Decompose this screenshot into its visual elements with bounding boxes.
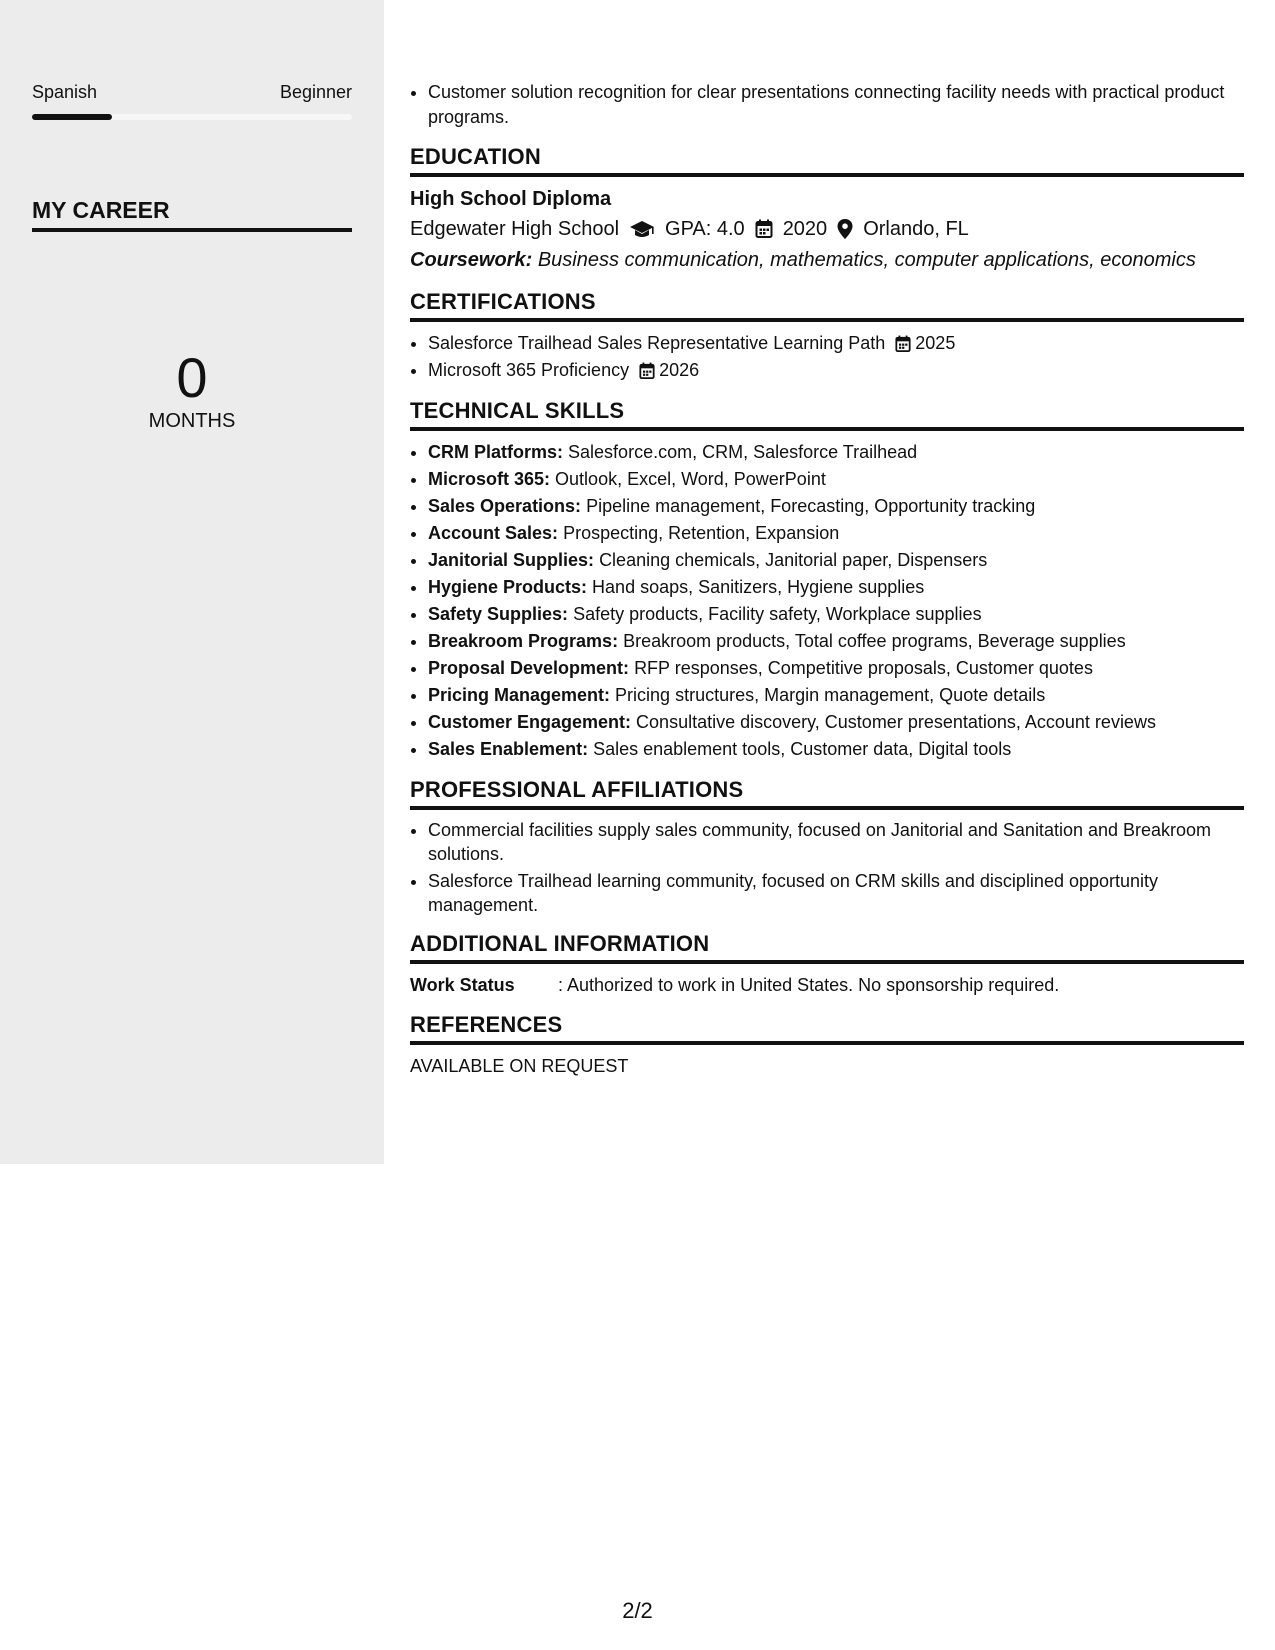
skill-value: Prospecting, Retention, Expansion (563, 523, 840, 543)
skill-label: Safety Supplies: (428, 604, 569, 624)
certification-year: 2025 (915, 333, 956, 353)
education-heading: EDUCATION (410, 144, 1244, 177)
school-location: Orlando, FL (863, 218, 969, 240)
career-months-value: 0 (176, 346, 208, 409)
skill-value: Hand soaps, Sanitizers, Hygiene supplies (592, 577, 925, 597)
skill-label: Pricing Management: (428, 685, 611, 705)
certifications-heading: CERTIFICATIONS (410, 289, 1244, 322)
calendar-icon (755, 219, 773, 239)
language-level: Beginner (279, 82, 352, 102)
coursework (410, 245, 1244, 275)
calendar-icon (639, 362, 655, 380)
list-item: • Commercial facilities supply sales community, focused on Janitorial and Sanitation and Breakroom solutions. (428, 818, 1244, 866)
list-item (428, 736, 1244, 763)
skill-value: Safety products, Facility safety, Workplace supplies (573, 604, 982, 624)
experience-bullet: • Customer solution recognition for clear presentations connecting facility needs with practical product programs. (428, 80, 1244, 130)
skill-label: Hygiene Products: (428, 577, 588, 597)
references-heading: REFERENCES (410, 1012, 1244, 1045)
skill-label: Account Sales: (428, 523, 559, 543)
skill-value: Pricing structures, Margin management, Quote details (615, 685, 1046, 705)
language-proficiency-bar (32, 114, 352, 120)
skill-value: Cleaning chemicals, Janitorial paper, Dispensers (599, 550, 988, 570)
sidebar (0, 0, 384, 1164)
skill-label: Microsoft 365: (428, 469, 551, 489)
work-status-row (410, 972, 1244, 998)
language-row (32, 82, 352, 103)
list-item (428, 655, 1244, 682)
skill-label: Janitorial Supplies: (428, 550, 595, 570)
affiliations-list (410, 818, 1244, 917)
list-item (428, 357, 1244, 384)
graduation-cap-icon (629, 219, 655, 239)
technical-skills-list (410, 439, 1244, 763)
gpa: GPA: 4.0 (665, 218, 745, 240)
list-item (428, 330, 1244, 357)
certifications-section (410, 289, 1244, 384)
education-details (410, 213, 1244, 245)
education-section (410, 144, 1244, 275)
list-item (428, 574, 1244, 601)
list-item (428, 601, 1244, 628)
affiliations-section (410, 777, 1244, 917)
work-status-value: : Authorized to work in United States. No sponsorship required. (558, 975, 1060, 995)
coursework-label: Coursework: (410, 249, 533, 271)
list-item (428, 439, 1244, 466)
page-number: 2/2 (622, 1598, 653, 1623)
technical-skills-section (410, 398, 1244, 763)
location-pin-icon (837, 219, 853, 239)
certification-name: • Microsoft 365 Proficiency (428, 360, 630, 380)
skill-label: Customer Engagement: (428, 712, 632, 732)
references-text: AVAILABLE ON REQUEST (410, 1056, 629, 1076)
list-item (428, 547, 1244, 574)
skill-label: Breakroom Programs: (428, 631, 619, 651)
list-item (428, 493, 1244, 520)
certification-year: 2026 (659, 360, 700, 380)
certification-name: • Salesforce Trailhead Sales Representative Learning Path (428, 333, 886, 353)
skill-value: Outlook, Excel, Word, PowerPoint (555, 469, 826, 489)
skill-value: RFP responses, Competitive proposals, Customer quotes (634, 658, 1093, 678)
skill-label: CRM Platforms: (428, 442, 564, 462)
skill-label: Sales Operations: (428, 496, 582, 516)
language-name: Spanish (32, 82, 98, 102)
career-heading: MY CAREER (32, 197, 352, 232)
skill-value: Sales enablement tools, Customer data, Digital tools (593, 739, 1012, 759)
skill-label: Proposal Development: (428, 658, 630, 678)
calendar-icon (895, 335, 911, 353)
experience-bullets (410, 80, 1244, 130)
coursework-list: Business communication, mathematics, computer applications, economics (537, 249, 1196, 271)
language-proficiency-fill (32, 114, 112, 120)
additional-info-section (410, 931, 1244, 998)
skill-value: Pipeline management, Forecasting, Opportunity tracking (586, 496, 1036, 516)
list-item (428, 520, 1244, 547)
list-item (428, 709, 1244, 736)
list-item (428, 466, 1244, 493)
references-section (410, 1012, 1244, 1079)
skill-label: Sales Enablement: (428, 739, 589, 759)
degree-title: High School Diploma (410, 188, 612, 210)
additional-info-heading: ADDITIONAL INFORMATION (410, 931, 1244, 964)
list-item (428, 628, 1244, 655)
graduation-year: 2020 (782, 218, 828, 240)
skill-value: Salesforce.com, CRM, Salesforce Trailhead (568, 442, 918, 462)
school-name: Edgewater High School (410, 218, 620, 240)
affiliations-heading: PROFESSIONAL AFFILIATIONS (410, 777, 1244, 810)
skill-value: Breakroom products, Total coffee programs, Beverage supplies (623, 631, 1126, 651)
certifications-list (410, 330, 1244, 384)
technical-skills-heading: TECHNICAL SKILLS (410, 398, 1244, 431)
list-item: • Salesforce Trailhead learning community, focused on CRM skills and disciplined opportunity management. (428, 869, 1244, 917)
list-item (428, 682, 1244, 709)
work-status-label: Work Status (410, 975, 515, 995)
skill-value: Consultative discovery, Customer presentations, Account reviews (636, 712, 1156, 732)
career-months-unit: MONTHS (148, 410, 236, 432)
main-content (410, 80, 1244, 1079)
